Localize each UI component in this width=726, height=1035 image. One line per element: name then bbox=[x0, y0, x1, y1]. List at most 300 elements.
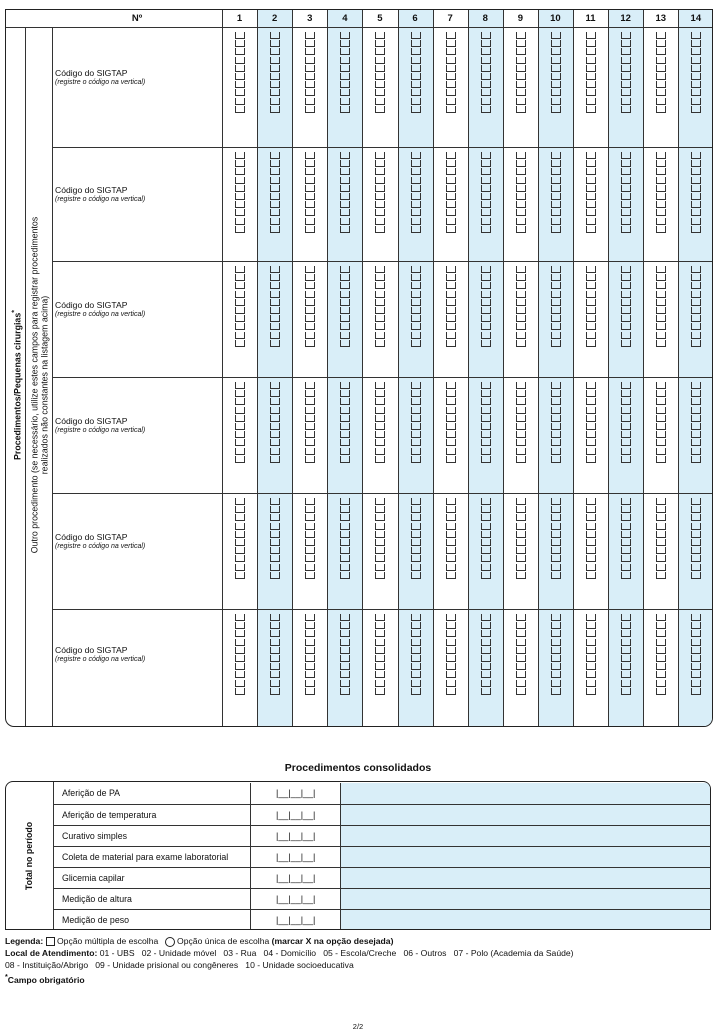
digit-box[interactable] bbox=[621, 647, 631, 654]
sigtap-code-boxes[interactable] bbox=[375, 266, 385, 348]
digit-box[interactable] bbox=[340, 98, 350, 105]
digit-box[interactable] bbox=[691, 282, 701, 289]
digit-box[interactable] bbox=[340, 332, 350, 339]
digit-box[interactable] bbox=[270, 622, 280, 629]
digit-box[interactable] bbox=[270, 531, 280, 538]
digit-box[interactable] bbox=[446, 65, 456, 72]
digit-box[interactable] bbox=[446, 523, 456, 530]
digit-box[interactable] bbox=[481, 315, 491, 322]
digit-box[interactable] bbox=[446, 152, 456, 159]
digit-box[interactable] bbox=[446, 688, 456, 695]
sigtap-code-boxes[interactable] bbox=[481, 614, 491, 696]
digit-box[interactable] bbox=[411, 415, 421, 422]
digit-box[interactable] bbox=[411, 226, 421, 233]
digit-box[interactable] bbox=[270, 32, 280, 39]
digit-box[interactable] bbox=[340, 323, 350, 330]
digit-box[interactable] bbox=[516, 514, 526, 521]
digit-box[interactable] bbox=[270, 193, 280, 200]
digit-box[interactable] bbox=[411, 382, 421, 389]
digit-box[interactable] bbox=[305, 423, 315, 430]
sigtap-code-boxes[interactable] bbox=[691, 498, 701, 580]
digit-box[interactable] bbox=[305, 539, 315, 546]
digit-box[interactable] bbox=[516, 407, 526, 414]
digit-box[interactable] bbox=[270, 688, 280, 695]
digit-box[interactable] bbox=[516, 32, 526, 39]
digit-box[interactable] bbox=[691, 531, 701, 538]
digit-box[interactable] bbox=[621, 177, 631, 184]
digit-box[interactable] bbox=[375, 282, 385, 289]
digit-box[interactable] bbox=[340, 40, 350, 47]
digit-box[interactable] bbox=[411, 106, 421, 113]
digit-box[interactable] bbox=[340, 160, 350, 167]
digit-box[interactable] bbox=[235, 193, 245, 200]
digit-box[interactable] bbox=[270, 555, 280, 562]
digit-box[interactable] bbox=[446, 539, 456, 546]
digit-box[interactable] bbox=[516, 168, 526, 175]
digit-box[interactable] bbox=[481, 282, 491, 289]
digit-box[interactable] bbox=[586, 398, 596, 405]
digit-box[interactable] bbox=[516, 57, 526, 64]
digit-box[interactable] bbox=[340, 226, 350, 233]
digit-box[interactable] bbox=[656, 73, 666, 80]
digit-box[interactable] bbox=[305, 98, 315, 105]
digit-box[interactable] bbox=[621, 415, 631, 422]
digit-box[interactable] bbox=[516, 282, 526, 289]
digit-box[interactable] bbox=[691, 177, 701, 184]
digit-box[interactable] bbox=[691, 448, 701, 455]
digit-box[interactable] bbox=[305, 332, 315, 339]
sigtap-code-boxes[interactable] bbox=[516, 614, 526, 696]
digit-box[interactable] bbox=[551, 340, 561, 347]
digit-box[interactable] bbox=[340, 647, 350, 654]
digit-box[interactable] bbox=[305, 274, 315, 281]
digit-box[interactable] bbox=[481, 572, 491, 579]
digit-box[interactable] bbox=[305, 555, 315, 562]
digit-box[interactable] bbox=[375, 647, 385, 654]
digit-box[interactable] bbox=[411, 655, 421, 662]
digit-box[interactable] bbox=[375, 663, 385, 670]
sigtap-code-boxes[interactable] bbox=[551, 614, 561, 696]
sigtap-code-boxes[interactable] bbox=[621, 614, 631, 696]
digit-box[interactable] bbox=[481, 647, 491, 654]
digit-box[interactable] bbox=[375, 226, 385, 233]
digit-box[interactable] bbox=[621, 663, 631, 670]
digit-box[interactable] bbox=[446, 291, 456, 298]
sigtap-code-boxes[interactable] bbox=[656, 266, 666, 348]
digit-box[interactable] bbox=[235, 415, 245, 422]
digit-box[interactable] bbox=[621, 398, 631, 405]
sigtap-code-boxes[interactable] bbox=[551, 152, 561, 234]
digit-box[interactable] bbox=[375, 185, 385, 192]
digit-box[interactable] bbox=[375, 73, 385, 80]
digit-box[interactable] bbox=[621, 423, 631, 430]
digit-box[interactable] bbox=[481, 514, 491, 521]
digit-box[interactable] bbox=[516, 193, 526, 200]
digit-box[interactable] bbox=[586, 226, 596, 233]
digit-box[interactable] bbox=[446, 506, 456, 513]
digit-box[interactable] bbox=[621, 57, 631, 64]
digit-box[interactable] bbox=[340, 48, 350, 55]
digit-box[interactable] bbox=[446, 57, 456, 64]
digit-box[interactable] bbox=[621, 106, 631, 113]
digit-box[interactable] bbox=[481, 555, 491, 562]
digit-box[interactable] bbox=[691, 398, 701, 405]
digit-box[interactable] bbox=[516, 185, 526, 192]
digit-box[interactable] bbox=[516, 572, 526, 579]
digit-box[interactable] bbox=[375, 431, 385, 438]
digit-box[interactable] bbox=[340, 448, 350, 455]
digit-box[interactable] bbox=[656, 671, 666, 678]
digit-box[interactable] bbox=[691, 688, 701, 695]
digit-box[interactable] bbox=[446, 177, 456, 184]
digit-box[interactable] bbox=[516, 647, 526, 654]
digit-box[interactable] bbox=[446, 423, 456, 430]
digit-box[interactable] bbox=[586, 299, 596, 306]
digit-box[interactable] bbox=[411, 680, 421, 687]
digit-box[interactable] bbox=[411, 431, 421, 438]
digit-box[interactable] bbox=[270, 671, 280, 678]
digit-box[interactable] bbox=[586, 423, 596, 430]
digit-box[interactable] bbox=[411, 539, 421, 546]
digit-box[interactable] bbox=[516, 89, 526, 96]
digit-box[interactable] bbox=[586, 307, 596, 314]
digit-box[interactable] bbox=[305, 73, 315, 80]
digit-box[interactable] bbox=[235, 315, 245, 322]
digit-box[interactable] bbox=[446, 193, 456, 200]
digit-box[interactable] bbox=[375, 40, 385, 47]
digit-box[interactable] bbox=[305, 531, 315, 538]
digit-box[interactable] bbox=[516, 547, 526, 554]
digit-box[interactable] bbox=[551, 185, 561, 192]
digit-box[interactable] bbox=[621, 201, 631, 208]
digit-box[interactable] bbox=[586, 282, 596, 289]
digit-box[interactable] bbox=[621, 282, 631, 289]
digit-box[interactable] bbox=[691, 498, 701, 505]
digit-box[interactable] bbox=[235, 106, 245, 113]
digit-box[interactable] bbox=[586, 48, 596, 55]
digit-box[interactable] bbox=[375, 382, 385, 389]
digit-box[interactable] bbox=[516, 315, 526, 322]
digit-box[interactable] bbox=[340, 564, 350, 571]
digit-box[interactable] bbox=[375, 622, 385, 629]
digit-box[interactable] bbox=[516, 152, 526, 159]
digit-box[interactable] bbox=[340, 423, 350, 430]
digit-box[interactable] bbox=[340, 152, 350, 159]
digit-box[interactable] bbox=[691, 514, 701, 521]
sigtap-code-boxes[interactable] bbox=[270, 498, 280, 580]
digit-box[interactable] bbox=[481, 523, 491, 530]
digit-box[interactable] bbox=[270, 382, 280, 389]
digit-box[interactable] bbox=[551, 323, 561, 330]
digit-box[interactable] bbox=[586, 57, 596, 64]
digit-box[interactable] bbox=[691, 647, 701, 654]
digit-box[interactable] bbox=[516, 73, 526, 80]
digit-box[interactable] bbox=[411, 572, 421, 579]
digit-box[interactable] bbox=[551, 226, 561, 233]
digit-box[interactable] bbox=[446, 498, 456, 505]
digit-box[interactable] bbox=[411, 523, 421, 530]
digit-box[interactable] bbox=[235, 639, 245, 646]
digit-box[interactable] bbox=[375, 506, 385, 513]
sigtap-code-boxes[interactable] bbox=[446, 382, 456, 464]
digit-box[interactable] bbox=[235, 291, 245, 298]
digit-box[interactable] bbox=[270, 448, 280, 455]
digit-box[interactable] bbox=[516, 323, 526, 330]
digit-box[interactable] bbox=[481, 531, 491, 538]
digit-box[interactable] bbox=[691, 622, 701, 629]
digit-box[interactable] bbox=[551, 423, 561, 430]
digit-box[interactable] bbox=[270, 160, 280, 167]
digit-box[interactable] bbox=[375, 630, 385, 637]
digit-box[interactable] bbox=[656, 431, 666, 438]
digit-box[interactable] bbox=[551, 282, 561, 289]
digit-box[interactable] bbox=[621, 291, 631, 298]
digit-box[interactable] bbox=[340, 218, 350, 225]
digit-box[interactable] bbox=[411, 547, 421, 554]
digit-box[interactable] bbox=[691, 315, 701, 322]
digit-box[interactable] bbox=[551, 315, 561, 322]
digit-box[interactable] bbox=[270, 266, 280, 273]
digit-box[interactable] bbox=[411, 185, 421, 192]
digit-box[interactable] bbox=[446, 106, 456, 113]
digit-box[interactable] bbox=[551, 48, 561, 55]
sigtap-code-boxes[interactable] bbox=[375, 32, 385, 114]
digit-box[interactable] bbox=[691, 539, 701, 546]
digit-box[interactable] bbox=[375, 340, 385, 347]
sigtap-code-boxes[interactable] bbox=[446, 614, 456, 696]
digit-box[interactable] bbox=[411, 448, 421, 455]
sigtap-code-boxes[interactable] bbox=[551, 266, 561, 348]
digit-box[interactable] bbox=[446, 201, 456, 208]
digit-box[interactable] bbox=[621, 382, 631, 389]
digit-box[interactable] bbox=[586, 185, 596, 192]
digit-box[interactable] bbox=[621, 307, 631, 314]
digit-box[interactable] bbox=[270, 89, 280, 96]
digit-box[interactable] bbox=[656, 680, 666, 687]
digit-box[interactable] bbox=[446, 456, 456, 463]
digit-box[interactable] bbox=[305, 291, 315, 298]
digit-box[interactable] bbox=[621, 622, 631, 629]
digit-box[interactable] bbox=[305, 218, 315, 225]
digit-box[interactable] bbox=[411, 201, 421, 208]
digit-box[interactable] bbox=[586, 274, 596, 281]
digit-box[interactable] bbox=[375, 201, 385, 208]
digit-box[interactable] bbox=[270, 514, 280, 521]
digit-box[interactable] bbox=[340, 680, 350, 687]
digit-box[interactable] bbox=[305, 671, 315, 678]
digit-box[interactable] bbox=[691, 655, 701, 662]
digit-box[interactable] bbox=[340, 177, 350, 184]
digit-box[interactable] bbox=[446, 647, 456, 654]
digit-box[interactable] bbox=[481, 671, 491, 678]
digit-box[interactable] bbox=[481, 614, 491, 621]
digit-box[interactable] bbox=[691, 73, 701, 80]
digit-box[interactable] bbox=[656, 564, 666, 571]
digit-box[interactable] bbox=[551, 291, 561, 298]
digit-box[interactable] bbox=[305, 177, 315, 184]
digit-box[interactable] bbox=[621, 531, 631, 538]
digit-box[interactable] bbox=[411, 555, 421, 562]
digit-box[interactable] bbox=[305, 514, 315, 521]
digit-box[interactable] bbox=[446, 639, 456, 646]
digit-box[interactable] bbox=[235, 218, 245, 225]
digit-box[interactable] bbox=[340, 456, 350, 463]
digit-box[interactable] bbox=[411, 193, 421, 200]
digit-box[interactable] bbox=[270, 177, 280, 184]
digit-box[interactable] bbox=[516, 680, 526, 687]
digit-box[interactable] bbox=[235, 32, 245, 39]
digit-box[interactable] bbox=[691, 32, 701, 39]
digit-box[interactable] bbox=[551, 531, 561, 538]
digit-box[interactable] bbox=[235, 307, 245, 314]
digit-box[interactable] bbox=[621, 555, 631, 562]
total-input[interactable]: |__|__|__| bbox=[276, 788, 316, 798]
digit-box[interactable] bbox=[481, 448, 491, 455]
digit-box[interactable] bbox=[586, 539, 596, 546]
digit-box[interactable] bbox=[656, 498, 666, 505]
sigtap-code-boxes[interactable] bbox=[305, 32, 315, 114]
digit-box[interactable] bbox=[586, 323, 596, 330]
digit-box[interactable] bbox=[340, 639, 350, 646]
digit-box[interactable] bbox=[516, 201, 526, 208]
digit-box[interactable] bbox=[516, 48, 526, 55]
sigtap-code-boxes[interactable] bbox=[235, 152, 245, 234]
digit-box[interactable] bbox=[621, 639, 631, 646]
digit-box[interactable] bbox=[446, 40, 456, 47]
sigtap-code-boxes[interactable] bbox=[586, 32, 596, 114]
digit-box[interactable] bbox=[621, 439, 631, 446]
digit-box[interactable] bbox=[270, 152, 280, 159]
digit-box[interactable] bbox=[691, 185, 701, 192]
sigtap-code-boxes[interactable] bbox=[305, 382, 315, 464]
digit-box[interactable] bbox=[305, 407, 315, 414]
digit-box[interactable] bbox=[411, 32, 421, 39]
digit-box[interactable] bbox=[656, 456, 666, 463]
digit-box[interactable] bbox=[340, 57, 350, 64]
digit-box[interactable] bbox=[551, 407, 561, 414]
digit-box[interactable] bbox=[305, 57, 315, 64]
digit-box[interactable] bbox=[691, 523, 701, 530]
digit-box[interactable] bbox=[270, 57, 280, 64]
digit-box[interactable] bbox=[340, 506, 350, 513]
digit-box[interactable] bbox=[586, 547, 596, 554]
digit-box[interactable] bbox=[621, 539, 631, 546]
digit-box[interactable] bbox=[305, 439, 315, 446]
sigtap-code-boxes[interactable] bbox=[446, 32, 456, 114]
digit-box[interactable] bbox=[691, 89, 701, 96]
digit-box[interactable] bbox=[621, 274, 631, 281]
digit-box[interactable] bbox=[270, 680, 280, 687]
digit-box[interactable] bbox=[340, 523, 350, 530]
digit-box[interactable] bbox=[270, 299, 280, 306]
digit-box[interactable] bbox=[691, 201, 701, 208]
digit-box[interactable] bbox=[691, 193, 701, 200]
sigtap-code-boxes[interactable] bbox=[691, 382, 701, 464]
digit-box[interactable] bbox=[340, 193, 350, 200]
digit-box[interactable] bbox=[235, 572, 245, 579]
digit-box[interactable] bbox=[340, 539, 350, 546]
digit-box[interactable] bbox=[516, 423, 526, 430]
digit-box[interactable] bbox=[375, 315, 385, 322]
digit-box[interactable] bbox=[235, 340, 245, 347]
digit-box[interactable] bbox=[656, 193, 666, 200]
digit-box[interactable] bbox=[305, 323, 315, 330]
digit-box[interactable] bbox=[340, 398, 350, 405]
digit-box[interactable] bbox=[691, 547, 701, 554]
digit-box[interactable] bbox=[340, 431, 350, 438]
digit-box[interactable] bbox=[656, 663, 666, 670]
digit-box[interactable] bbox=[270, 655, 280, 662]
digit-box[interactable] bbox=[235, 274, 245, 281]
digit-box[interactable] bbox=[446, 98, 456, 105]
digit-box[interactable] bbox=[340, 614, 350, 621]
digit-box[interactable] bbox=[656, 315, 666, 322]
digit-box[interactable] bbox=[551, 106, 561, 113]
digit-box[interactable] bbox=[270, 340, 280, 347]
digit-box[interactable] bbox=[586, 572, 596, 579]
digit-box[interactable] bbox=[481, 274, 491, 281]
sigtap-code-boxes[interactable] bbox=[411, 266, 421, 348]
digit-box[interactable] bbox=[551, 193, 561, 200]
digit-box[interactable] bbox=[621, 448, 631, 455]
digit-box[interactable] bbox=[481, 209, 491, 216]
digit-box[interactable] bbox=[551, 622, 561, 629]
digit-box[interactable] bbox=[551, 639, 561, 646]
digit-box[interactable] bbox=[621, 185, 631, 192]
digit-box[interactable] bbox=[305, 201, 315, 208]
digit-box[interactable] bbox=[305, 160, 315, 167]
digit-box[interactable] bbox=[586, 407, 596, 414]
sigtap-code-boxes[interactable] bbox=[516, 382, 526, 464]
sigtap-code-boxes[interactable] bbox=[621, 32, 631, 114]
digit-box[interactable] bbox=[305, 398, 315, 405]
digit-box[interactable] bbox=[305, 614, 315, 621]
digit-box[interactable] bbox=[411, 299, 421, 306]
digit-box[interactable] bbox=[656, 89, 666, 96]
digit-box[interactable] bbox=[340, 340, 350, 347]
digit-box[interactable] bbox=[375, 32, 385, 39]
digit-box[interactable] bbox=[656, 152, 666, 159]
digit-box[interactable] bbox=[621, 40, 631, 47]
digit-box[interactable] bbox=[551, 415, 561, 422]
digit-box[interactable] bbox=[340, 655, 350, 662]
sigtap-code-boxes[interactable] bbox=[446, 152, 456, 234]
digit-box[interactable] bbox=[270, 98, 280, 105]
digit-box[interactable] bbox=[691, 663, 701, 670]
digit-box[interactable] bbox=[656, 630, 666, 637]
digit-box[interactable] bbox=[621, 390, 631, 397]
digit-box[interactable] bbox=[586, 201, 596, 208]
sigtap-code-boxes[interactable] bbox=[691, 266, 701, 348]
sigtap-code-boxes[interactable] bbox=[340, 266, 350, 348]
digit-box[interactable] bbox=[516, 506, 526, 513]
digit-box[interactable] bbox=[551, 539, 561, 546]
digit-box[interactable] bbox=[235, 688, 245, 695]
digit-box[interactable] bbox=[481, 226, 491, 233]
digit-box[interactable] bbox=[340, 555, 350, 562]
digit-box[interactable] bbox=[656, 218, 666, 225]
digit-box[interactable] bbox=[340, 439, 350, 446]
digit-box[interactable] bbox=[516, 630, 526, 637]
digit-box[interactable] bbox=[656, 415, 666, 422]
digit-box[interactable] bbox=[551, 40, 561, 47]
digit-box[interactable] bbox=[656, 423, 666, 430]
digit-box[interactable] bbox=[375, 523, 385, 530]
digit-box[interactable] bbox=[411, 48, 421, 55]
digit-box[interactable] bbox=[340, 89, 350, 96]
digit-box[interactable] bbox=[551, 382, 561, 389]
total-input[interactable]: |__|__|__| bbox=[276, 915, 316, 925]
